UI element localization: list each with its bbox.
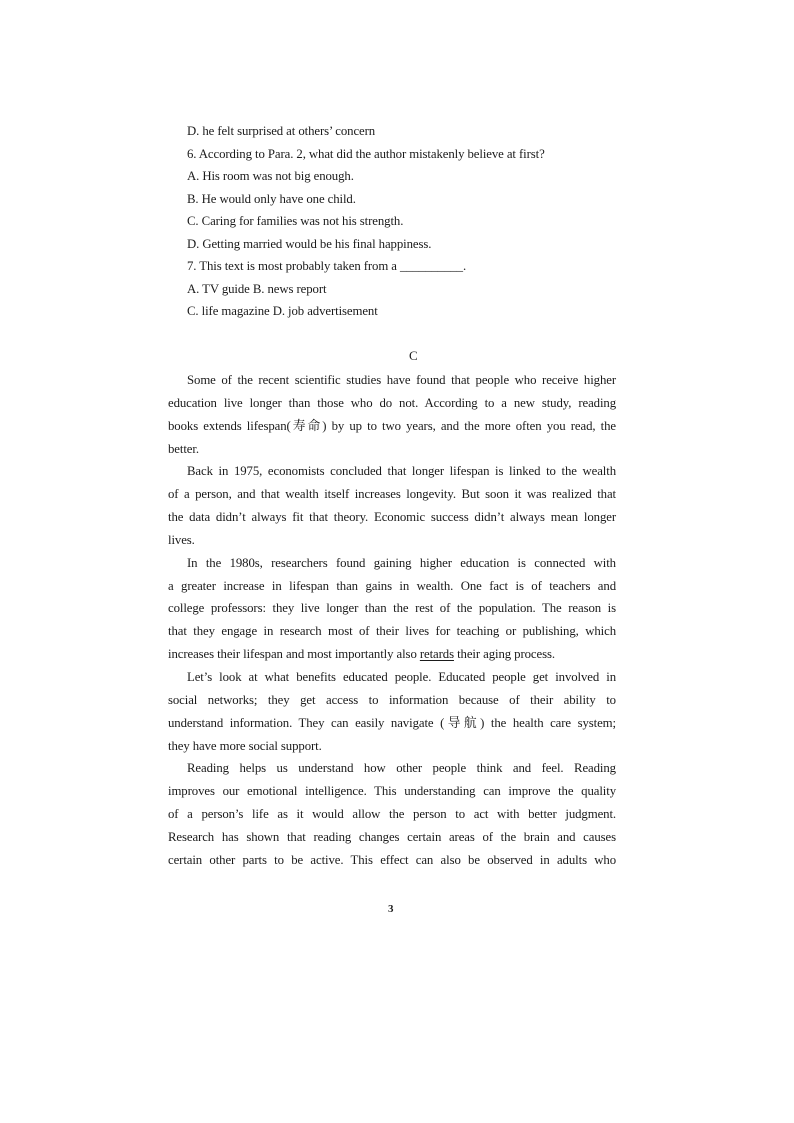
paragraph-5-line-3: of a person’s life as it would allow the person to act with better judgment. (168, 807, 616, 822)
paragraph-4-line-2: social networks; they get access to information because of their ability to (168, 692, 616, 707)
paragraph-1-line-4: better. (168, 441, 199, 456)
paragraph-4-line-3: understand information. They can easily navigate (导航) the health care system; (168, 715, 616, 730)
paragraph-3-line-3: college professors: they live longer than the rest of the population. The reason is (168, 601, 616, 616)
q6-option-b: B. He would only have one child. (187, 191, 356, 206)
paragraph-2-line-1: Back in 1975, economists concluded that longer lifespan is linked to the wealth (187, 464, 616, 479)
paragraph-2-line-2: of a person, and that wealth itself increases longevity. But soon it was realized that (168, 487, 616, 502)
question-block (187, 120, 627, 323)
paragraph-4-line-1: Let’s look at what benefits educated people. Educated people get involved in (187, 669, 616, 684)
page-number: 3 (388, 903, 394, 915)
q6-option-c: C. Caring for families was not his strength. (187, 214, 404, 228)
q5-option-d: D. he felt surprised at others’ concern (187, 124, 376, 138)
paragraph-1-line-3: books extends lifespan(寿命) by up to two years, and the more often you read, the (168, 418, 616, 433)
section-heading: C (409, 348, 418, 363)
paragraph-2-line-4: lives. (168, 532, 195, 547)
passage (168, 369, 616, 872)
paragraph-3-line-5-end: their aging process. (453, 647, 555, 662)
paragraph-2-line-3: the data didn’t always fit that theory. Economic success didn’t always mean longer (168, 510, 616, 525)
q7-options-c-d: C. life magazine D. job advertisement (187, 304, 378, 318)
q6-option-d: D. Getting married would be his final happiness. (187, 236, 432, 251)
paragraph-4-line-4: they have more social support. (168, 738, 322, 753)
paragraph-5-line-1: Reading helps us understand how other people think and feel. Reading (187, 761, 616, 776)
paragraph-3-line-5-start: increases their lifespan and most importantly also (168, 647, 420, 662)
paragraph-5-line-4: Research has shown that reading changes certain areas of the brain and causes (168, 829, 616, 844)
paragraph-1-line-2: education live longer than those who do not. According to a new study, reading (168, 395, 616, 410)
q7-stem: 7. This text is most probably taken from a __________. (187, 259, 467, 273)
paragraph-3-line-2: a greater increase in lifespan than gains in wealth. One fact is of teachers and (168, 578, 616, 593)
q6-option-a: A. His room was not big enough. (187, 169, 354, 183)
q7-options-a-b: A. TV guide B. news report (187, 281, 327, 296)
paragraph-3-line-5 (168, 643, 616, 666)
paragraph-3-line-1: In the 1980s, researchers found gaining higher education is connected with (187, 555, 616, 570)
q6-stem: 6. According to Para. 2, what did the author mistakenly believe at first? (187, 146, 545, 161)
underlined-word: retards (419, 647, 454, 662)
paragraph-3-line-4: that they engage in research most of their lives for teaching or publishing, which (168, 624, 616, 639)
paragraph-5-line-5: certain other parts to be active. This effect can also be observed in adults who (168, 852, 616, 867)
paragraph-5-line-2: improves our emotional intelligence. This understanding can improve the quality (168, 784, 616, 799)
paragraph-1-line-1: Some of the recent scientific studies have found that people who receive higher (187, 373, 616, 387)
